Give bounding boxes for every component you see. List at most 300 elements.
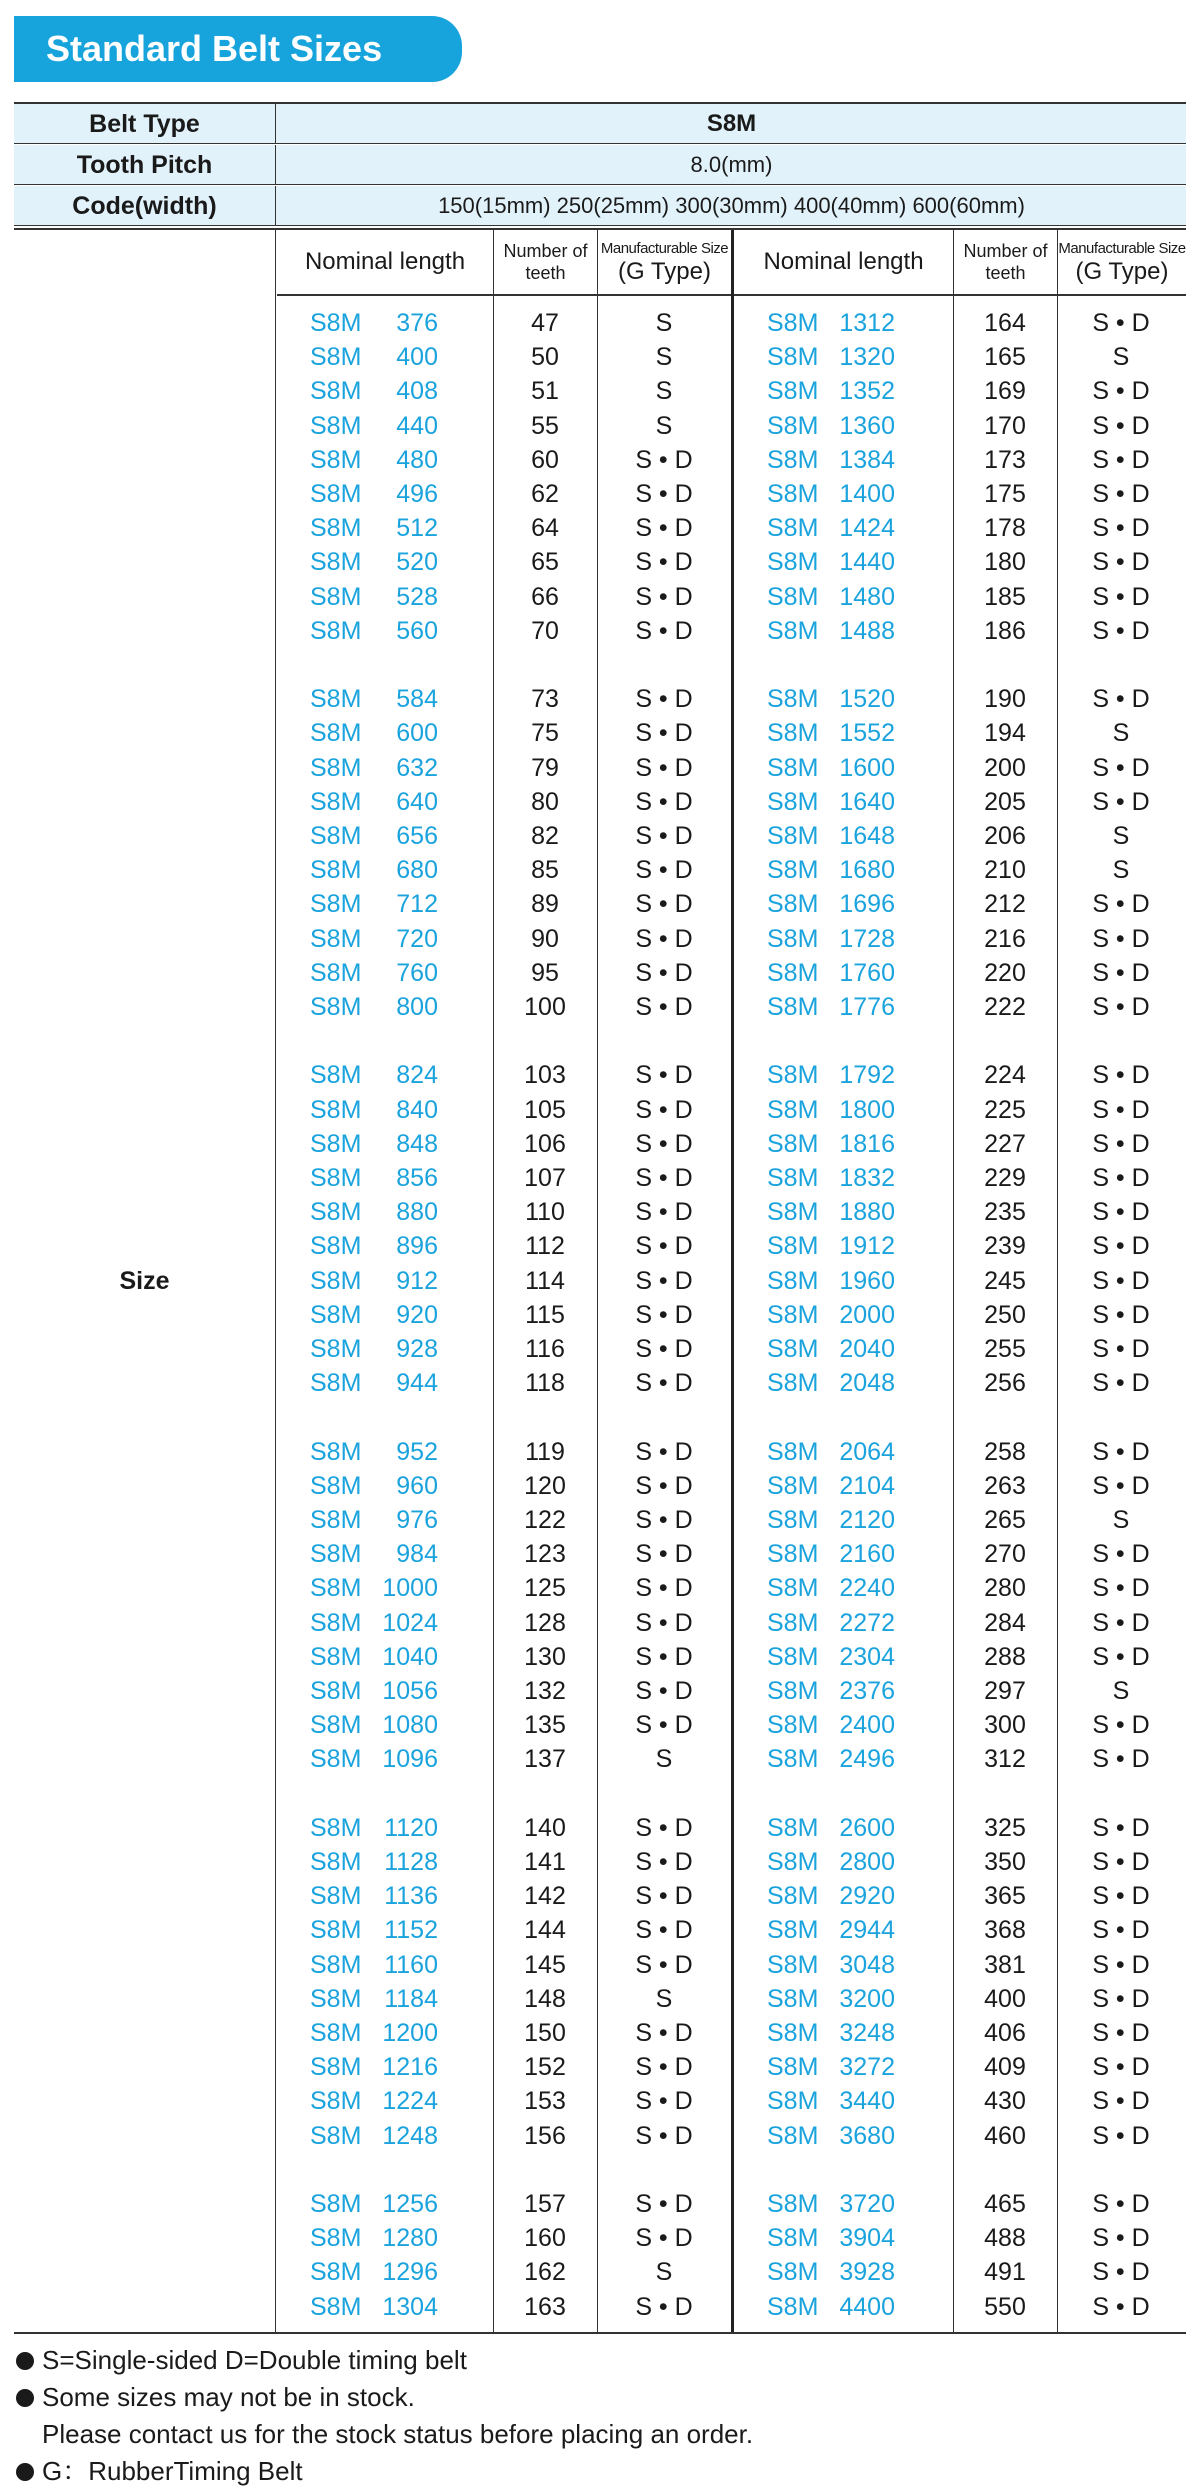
teeth-count: 60: [531, 445, 559, 474]
belt-code-length: 1296: [382, 2258, 438, 2287]
manufacturable-size: S • D: [1092, 1540, 1150, 1569]
belt-code-prefix: S8M: [310, 890, 362, 919]
manufacturable-size: S • D: [635, 548, 693, 577]
belt-code-prefix: S8M: [310, 1061, 362, 1090]
teeth-count: 488: [984, 2224, 1026, 2253]
teeth-count: 144: [524, 1916, 566, 1945]
notes: [14, 2342, 1186, 2490]
manufacturable-size: S • D: [1092, 309, 1150, 337]
belt-code-length: 1880: [839, 1198, 895, 1227]
teeth-count: 116: [525, 1335, 565, 1363]
belt-code-prefix: S8M: [310, 1848, 362, 1876]
manufacturable-size: S • D: [635, 1232, 693, 1261]
note-item: [14, 2416, 1186, 2453]
table-row: [14, 1093, 1186, 1127]
belt-code-length: 1760: [839, 958, 895, 987]
belt-code-length: 1696: [839, 890, 895, 919]
belt-code-prefix: S8M: [310, 753, 362, 782]
belt-code-prefix: S8M: [310, 1095, 362, 1124]
teeth-count: 75: [531, 719, 559, 748]
belt-code-length: 1304: [382, 2292, 438, 2321]
manufacturable-size: S • D: [1092, 1095, 1150, 1124]
col-header-manu-right: [1058, 230, 1186, 296]
belt-code-length: 1728: [839, 924, 895, 953]
teeth-count: 550: [984, 2292, 1026, 2321]
belt-code-length: 632: [396, 753, 438, 782]
col-header-nominal-text: Nominal length: [763, 248, 924, 275]
manufacturable-size: S • D: [635, 1711, 693, 1740]
table-row: [14, 1469, 1186, 1503]
table-row: [14, 443, 1186, 477]
table-row: [14, 1606, 1186, 1640]
code-width-row: [14, 186, 1186, 226]
belt-code-prefix: S8M: [310, 1198, 362, 1227]
belt-code-prefix: S8M: [767, 1950, 819, 1979]
belt-code-length: 760: [396, 958, 438, 987]
belt-code-length: 1816: [839, 1129, 895, 1158]
manufacturable-size: S • D: [1092, 1848, 1150, 1876]
teeth-count: 118: [525, 1369, 565, 1398]
belt-code-length: 3048: [839, 1950, 895, 1979]
teeth-count: 156: [524, 2121, 566, 2150]
table-row: [14, 1982, 1186, 2016]
teeth-count: 220: [984, 958, 1026, 987]
note-text: Some sizes may not be in stock.: [42, 2382, 415, 2412]
teeth-count: 245: [984, 1266, 1026, 1295]
table-row: [14, 2255, 1186, 2289]
manufacturable-size: S • D: [1092, 2224, 1150, 2253]
table-row: [14, 2084, 1186, 2118]
teeth-count: 175: [984, 480, 1026, 508]
manufacturable-size: S • D: [1092, 1984, 1150, 2013]
belt-code-length: 528: [396, 582, 438, 611]
manufacturable-size: S • D: [635, 1164, 693, 1192]
tooth-pitch-label: Tooth Pitch: [14, 145, 276, 185]
manufacturable-size: S • D: [1092, 753, 1150, 782]
belt-code-prefix: S8M: [767, 1574, 819, 1603]
teeth-count: 255: [984, 1335, 1026, 1363]
table-row: [14, 511, 1186, 545]
teeth-count: 190: [984, 685, 1026, 714]
belt-code-prefix: S8M: [767, 377, 819, 406]
table-row: [14, 1708, 1186, 1742]
belt-code-prefix: S8M: [310, 309, 362, 337]
belt-code-prefix: S8M: [310, 1813, 362, 1842]
teeth-count: 250: [984, 1300, 1026, 1329]
manufacturable-size: S: [1112, 719, 1130, 748]
manufacturable-size: S • D: [1092, 2121, 1150, 2150]
teeth-count: 280: [984, 1574, 1026, 1603]
teeth-count: 107: [524, 1164, 566, 1192]
belt-code-prefix: S8M: [767, 1711, 819, 1740]
belt-code-length: 3680: [839, 2121, 895, 2150]
col-header-teeth-line1: Number of: [503, 241, 588, 261]
belt-code-length: 496: [396, 480, 438, 508]
teeth-count: 82: [531, 822, 559, 850]
belt-code-prefix: S8M: [767, 616, 819, 645]
teeth-count: 90: [531, 924, 559, 953]
manufacturable-size: S • D: [635, 1095, 693, 1124]
teeth-count: 297: [984, 1677, 1026, 1705]
table-row: [14, 819, 1186, 853]
belt-code-prefix: S8M: [767, 1300, 819, 1329]
note-text: Please contact us for the stock status before placing an order.: [42, 2419, 754, 2449]
belt-code-length: 712: [396, 890, 438, 919]
belt-code-length: 520: [396, 548, 438, 577]
belt-code-prefix: S8M: [310, 480, 362, 508]
belt-code-prefix: S8M: [767, 1848, 819, 1876]
manufacturable-size: S • D: [635, 685, 693, 714]
teeth-count: 224: [984, 1061, 1026, 1090]
col-header-nominal-right: [734, 230, 953, 296]
manufacturable-size: S • D: [1092, 445, 1150, 474]
belt-code-prefix: S8M: [767, 685, 819, 714]
manufacturable-size: S • D: [1092, 1711, 1150, 1740]
belt-code-length: 1600: [839, 753, 895, 782]
manufacturable-size: S • D: [1092, 993, 1150, 1021]
manufacturable-size: S • D: [1092, 2053, 1150, 2082]
teeth-count: 284: [984, 1608, 1026, 1637]
belt-code-prefix: S8M: [767, 411, 819, 440]
teeth-count: 265: [984, 1506, 1026, 1534]
teeth-count: 137: [524, 1745, 566, 1774]
belt-code-length: 2104: [839, 1471, 895, 1500]
note-item: [14, 2342, 1186, 2379]
belt-code-length: 1096: [382, 1745, 438, 1774]
teeth-count: 140: [524, 1813, 566, 1842]
belt-code-length: 1000: [382, 1574, 438, 1603]
belt-code-length: 3904: [839, 2224, 895, 2253]
manufacturable-size: S: [655, 309, 673, 337]
belt-type-value: S8M: [706, 110, 757, 137]
teeth-count: 103: [524, 1061, 566, 1090]
table-row: [14, 1161, 1186, 1195]
manufacturable-size: S • D: [635, 890, 693, 919]
teeth-count: 148: [524, 1984, 566, 2013]
table-row: [14, 1537, 1186, 1571]
table-row: [14, 1195, 1186, 1229]
table-row: [14, 1948, 1186, 1982]
belt-code-prefix: S8M: [767, 1813, 819, 1842]
col-header-teeth-right: [954, 230, 1057, 296]
belt-code-length: 3928: [839, 2258, 895, 2287]
manufacturable-size: S • D: [1092, 1266, 1150, 1295]
manufacturable-size: S • D: [1092, 2292, 1150, 2321]
table-row: [14, 1229, 1186, 1263]
teeth-count: 145: [524, 1950, 566, 1979]
teeth-count: 180: [984, 548, 1026, 577]
table-row: [14, 545, 1186, 579]
manufacturable-size: S • D: [1092, 1164, 1150, 1192]
col-header-nominal-left: [277, 230, 493, 296]
teeth-count: 122: [524, 1506, 566, 1534]
teeth-count: 80: [531, 787, 559, 816]
belt-code-length: 720: [396, 924, 438, 953]
belt-code-length: 3272: [839, 2053, 895, 2082]
table-row: [14, 1913, 1186, 1947]
teeth-count: 206: [984, 822, 1026, 850]
manufacturable-size: S • D: [635, 787, 693, 816]
teeth-count: 47: [531, 309, 559, 337]
belt-code-prefix: S8M: [767, 1198, 819, 1227]
belt-code-prefix: S8M: [767, 548, 819, 577]
teeth-count: 194: [984, 719, 1026, 748]
manufacturable-size: S: [655, 343, 673, 372]
belt-code-prefix: S8M: [767, 445, 819, 474]
belt-code-prefix: S8M: [767, 1916, 819, 1945]
belt-code-length: 3200: [839, 1984, 895, 2013]
bullet-icon: [16, 2389, 34, 2407]
belt-code-prefix: S8M: [767, 719, 819, 748]
manufacturable-size: S • D: [635, 1369, 693, 1398]
manufacturable-size: S • D: [1092, 924, 1150, 953]
teeth-count: 365: [984, 1882, 1026, 1911]
belt-code-prefix: S8M: [767, 1608, 819, 1637]
manufacturable-size: S • D: [1092, 1300, 1150, 1329]
belt-code-prefix: S8M: [767, 2292, 819, 2321]
belt-code-prefix: S8M: [310, 1300, 362, 1329]
teeth-count: 165: [984, 343, 1026, 372]
teeth-count: 114: [525, 1266, 565, 1295]
belt-code-prefix: S8M: [767, 1129, 819, 1158]
manufacturable-size: S: [1112, 1677, 1130, 1705]
manufacturable-size: S • D: [1092, 1437, 1150, 1466]
table-row: [14, 1435, 1186, 1469]
belt-code-length: 1480: [839, 582, 895, 611]
belt-code-prefix: S8M: [310, 445, 362, 474]
belt-code-length: 2496: [839, 1745, 895, 1774]
manufacturable-size: S • D: [635, 958, 693, 987]
manufacturable-size: S • D: [635, 1506, 693, 1534]
manufacturable-size: S • D: [635, 514, 693, 543]
belt-code-prefix: S8M: [767, 2087, 819, 2116]
belt-code-prefix: S8M: [310, 1540, 362, 1569]
table-row: [14, 1264, 1186, 1298]
col-header-manu-line1: Manufacturable Size: [600, 240, 729, 257]
belt-code-length: 1424: [839, 514, 895, 543]
table-row: [14, 887, 1186, 921]
belt-code-length: 2600: [839, 1813, 895, 1842]
belt-code-prefix: S8M: [767, 787, 819, 816]
teeth-count: 125: [524, 1574, 566, 1603]
page-title: Standard Belt Sizes: [14, 16, 462, 82]
belt-code-length: 928: [396, 1335, 438, 1363]
belt-code-prefix: S8M: [767, 856, 819, 885]
belt-code-prefix: S8M: [310, 2224, 362, 2253]
belt-code-length: 2272: [839, 1608, 895, 1637]
belt-code-prefix: S8M: [310, 2019, 362, 2047]
manufacturable-size: S • D: [1092, 1198, 1150, 1227]
belt-code-prefix: S8M: [767, 1437, 819, 1466]
belt-code-prefix: S8M: [310, 2292, 362, 2321]
teeth-count: 460: [984, 2121, 1026, 2150]
tooth-pitch-value: 8.0(mm): [690, 152, 773, 177]
belt-code-prefix: S8M: [310, 1745, 362, 1774]
teeth-count: 142: [524, 1882, 566, 1911]
belt-code-prefix: S8M: [767, 2258, 819, 2287]
col-header-manu-line2: (G Type): [618, 258, 711, 285]
table-row: [14, 2187, 1186, 2221]
belt-code-prefix: S8M: [310, 1129, 362, 1158]
size-table: [14, 228, 1186, 2334]
belt-code-length: 848: [396, 1129, 438, 1158]
belt-code-prefix: S8M: [310, 1369, 362, 1398]
table-row: [14, 2290, 1186, 2324]
table-row: [14, 1742, 1186, 1776]
belt-code-length: 2064: [839, 1437, 895, 1466]
belt-code-prefix: S8M: [310, 377, 362, 406]
belt-code-prefix: S8M: [310, 1164, 362, 1192]
manufacturable-size: S • D: [635, 1266, 693, 1295]
belt-code-prefix: S8M: [310, 2087, 362, 2116]
table-row: [14, 477, 1186, 511]
belt-code-length: 408: [396, 377, 438, 406]
bullet-icon: [16, 2352, 34, 2370]
belt-code-length: 896: [396, 1232, 438, 1261]
bullet-icon: [16, 2463, 34, 2481]
teeth-count: 85: [531, 856, 559, 885]
belt-code-prefix: S8M: [767, 2053, 819, 2082]
teeth-count: 150: [524, 2019, 566, 2047]
teeth-count: 50: [531, 343, 559, 372]
teeth-count: 119: [525, 1437, 565, 1466]
belt-code-prefix: S8M: [310, 993, 362, 1021]
manufacturable-size: S • D: [1092, 1608, 1150, 1637]
belt-type-row: [14, 104, 1186, 144]
table-row: [14, 1640, 1186, 1674]
belt-code-length: 1640: [839, 787, 895, 816]
table-row: [14, 785, 1186, 819]
belt-code-prefix: S8M: [767, 480, 819, 508]
manufacturable-size: S • D: [1092, 685, 1150, 714]
teeth-count: 141: [524, 1848, 566, 1876]
teeth-count: 227: [984, 1129, 1026, 1158]
belt-code-length: 1384: [839, 445, 895, 474]
belt-code-prefix: S8M: [767, 958, 819, 987]
table-row: [14, 1845, 1186, 1879]
teeth-count: 212: [984, 890, 1026, 919]
table-row: [14, 853, 1186, 887]
belt-code-prefix: S8M: [310, 1950, 362, 1979]
belt-code-length: 3720: [839, 2190, 895, 2218]
belt-code-prefix: S8M: [767, 1642, 819, 1671]
table-row: [14, 306, 1186, 340]
belt-code-prefix: S8M: [767, 822, 819, 850]
table-row: [14, 956, 1186, 990]
belt-code-prefix: S8M: [767, 2224, 819, 2253]
teeth-count: 164: [984, 309, 1026, 337]
col-header-nominal-text: Nominal length: [304, 248, 466, 275]
teeth-count: 173: [984, 445, 1026, 474]
teeth-count: 115: [525, 1300, 565, 1329]
teeth-count: 270: [984, 1540, 1026, 1569]
manufacturable-size: S • D: [1092, 616, 1150, 645]
belt-code-length: 856: [396, 1164, 438, 1192]
belt-code-prefix: S8M: [310, 2121, 362, 2150]
belt-code-prefix: S8M: [767, 1540, 819, 1569]
manufacturable-size: S • D: [635, 480, 693, 508]
manufacturable-size: S • D: [1092, 1335, 1150, 1363]
belt-code-length: 1312: [839, 309, 895, 337]
teeth-count: 132: [524, 1677, 566, 1705]
teeth-count: 368: [984, 1916, 1026, 1945]
belt-code-length: 824: [396, 1061, 438, 1090]
note-text: S=Single-sided D=Double timing belt: [42, 2345, 467, 2375]
belt-code-length: 4400: [839, 2292, 895, 2321]
belt-code-length: 560: [396, 616, 438, 645]
belt-code-prefix: S8M: [310, 514, 362, 543]
manufacturable-size: S • D: [635, 1574, 693, 1603]
belt-code-prefix: S8M: [767, 2190, 819, 2218]
col-header-teeth-line1: Number of: [963, 241, 1048, 261]
teeth-count: 235: [984, 1198, 1026, 1227]
belt-code-length: 1216: [382, 2053, 438, 2082]
belt-code-prefix: S8M: [767, 1471, 819, 1500]
note-text: G：RubberTiming Belt: [42, 2456, 303, 2486]
manufacturable-size: S • D: [635, 1677, 693, 1705]
teeth-count: 110: [525, 1198, 565, 1227]
belt-type-label: Belt Type: [14, 104, 276, 144]
teeth-count: 120: [524, 1471, 566, 1500]
belt-code-length: 1200: [382, 2019, 438, 2047]
manufacturable-size: S • D: [1092, 2258, 1150, 2287]
teeth-count: 409: [984, 2053, 1026, 2082]
belt-code-length: 1080: [382, 1711, 438, 1740]
teeth-count: 106: [524, 1129, 566, 1158]
belt-code-prefix: S8M: [767, 1369, 819, 1398]
belt-code-prefix: S8M: [310, 719, 362, 748]
manufacturable-size: S • D: [635, 582, 693, 611]
belt-code-length: 1832: [839, 1164, 895, 1192]
teeth-count: 169: [984, 377, 1026, 406]
belt-code-length: 1224: [382, 2087, 438, 2116]
table-row: [14, 614, 1186, 648]
teeth-count: 153: [524, 2087, 566, 2116]
belt-code-length: 1488: [839, 616, 895, 645]
teeth-count: 70: [531, 616, 559, 645]
table-row: [14, 1811, 1186, 1845]
manufacturable-size: S • D: [635, 856, 693, 885]
belt-code-length: 944: [396, 1369, 438, 1398]
manufacturable-size: S • D: [635, 1129, 693, 1158]
belt-code-length: 1800: [839, 1095, 895, 1124]
table-row: [14, 580, 1186, 614]
belt-code-prefix: S8M: [310, 343, 362, 372]
table-row: [14, 2119, 1186, 2153]
manufacturable-size: S • D: [635, 1198, 693, 1227]
belt-code-prefix: S8M: [767, 1984, 819, 2013]
teeth-count: 263: [984, 1471, 1026, 1500]
manufacturable-size: S • D: [1092, 411, 1150, 440]
belt-code-length: 800: [396, 993, 438, 1021]
belt-code-length: 600: [396, 719, 438, 748]
belt-code-length: 912: [396, 1266, 438, 1295]
belt-code-prefix: S8M: [310, 1916, 362, 1945]
teeth-count: 79: [531, 753, 559, 782]
belt-code-prefix: S8M: [310, 787, 362, 816]
manufacturable-size: S • D: [1092, 1471, 1150, 1500]
belt-code-prefix: S8M: [310, 2190, 362, 2218]
belt-code-prefix: S8M: [310, 1437, 362, 1466]
table-row: [14, 409, 1186, 443]
belt-code-prefix: S8M: [310, 1608, 362, 1637]
manufacturable-size: S • D: [635, 2224, 693, 2253]
manufacturable-size: S • D: [635, 822, 693, 850]
belt-code-prefix: S8M: [310, 1677, 362, 1705]
manufacturable-size: S • D: [635, 1540, 693, 1569]
belt-code-length: 880: [396, 1198, 438, 1227]
teeth-count: 130: [524, 1642, 566, 1671]
